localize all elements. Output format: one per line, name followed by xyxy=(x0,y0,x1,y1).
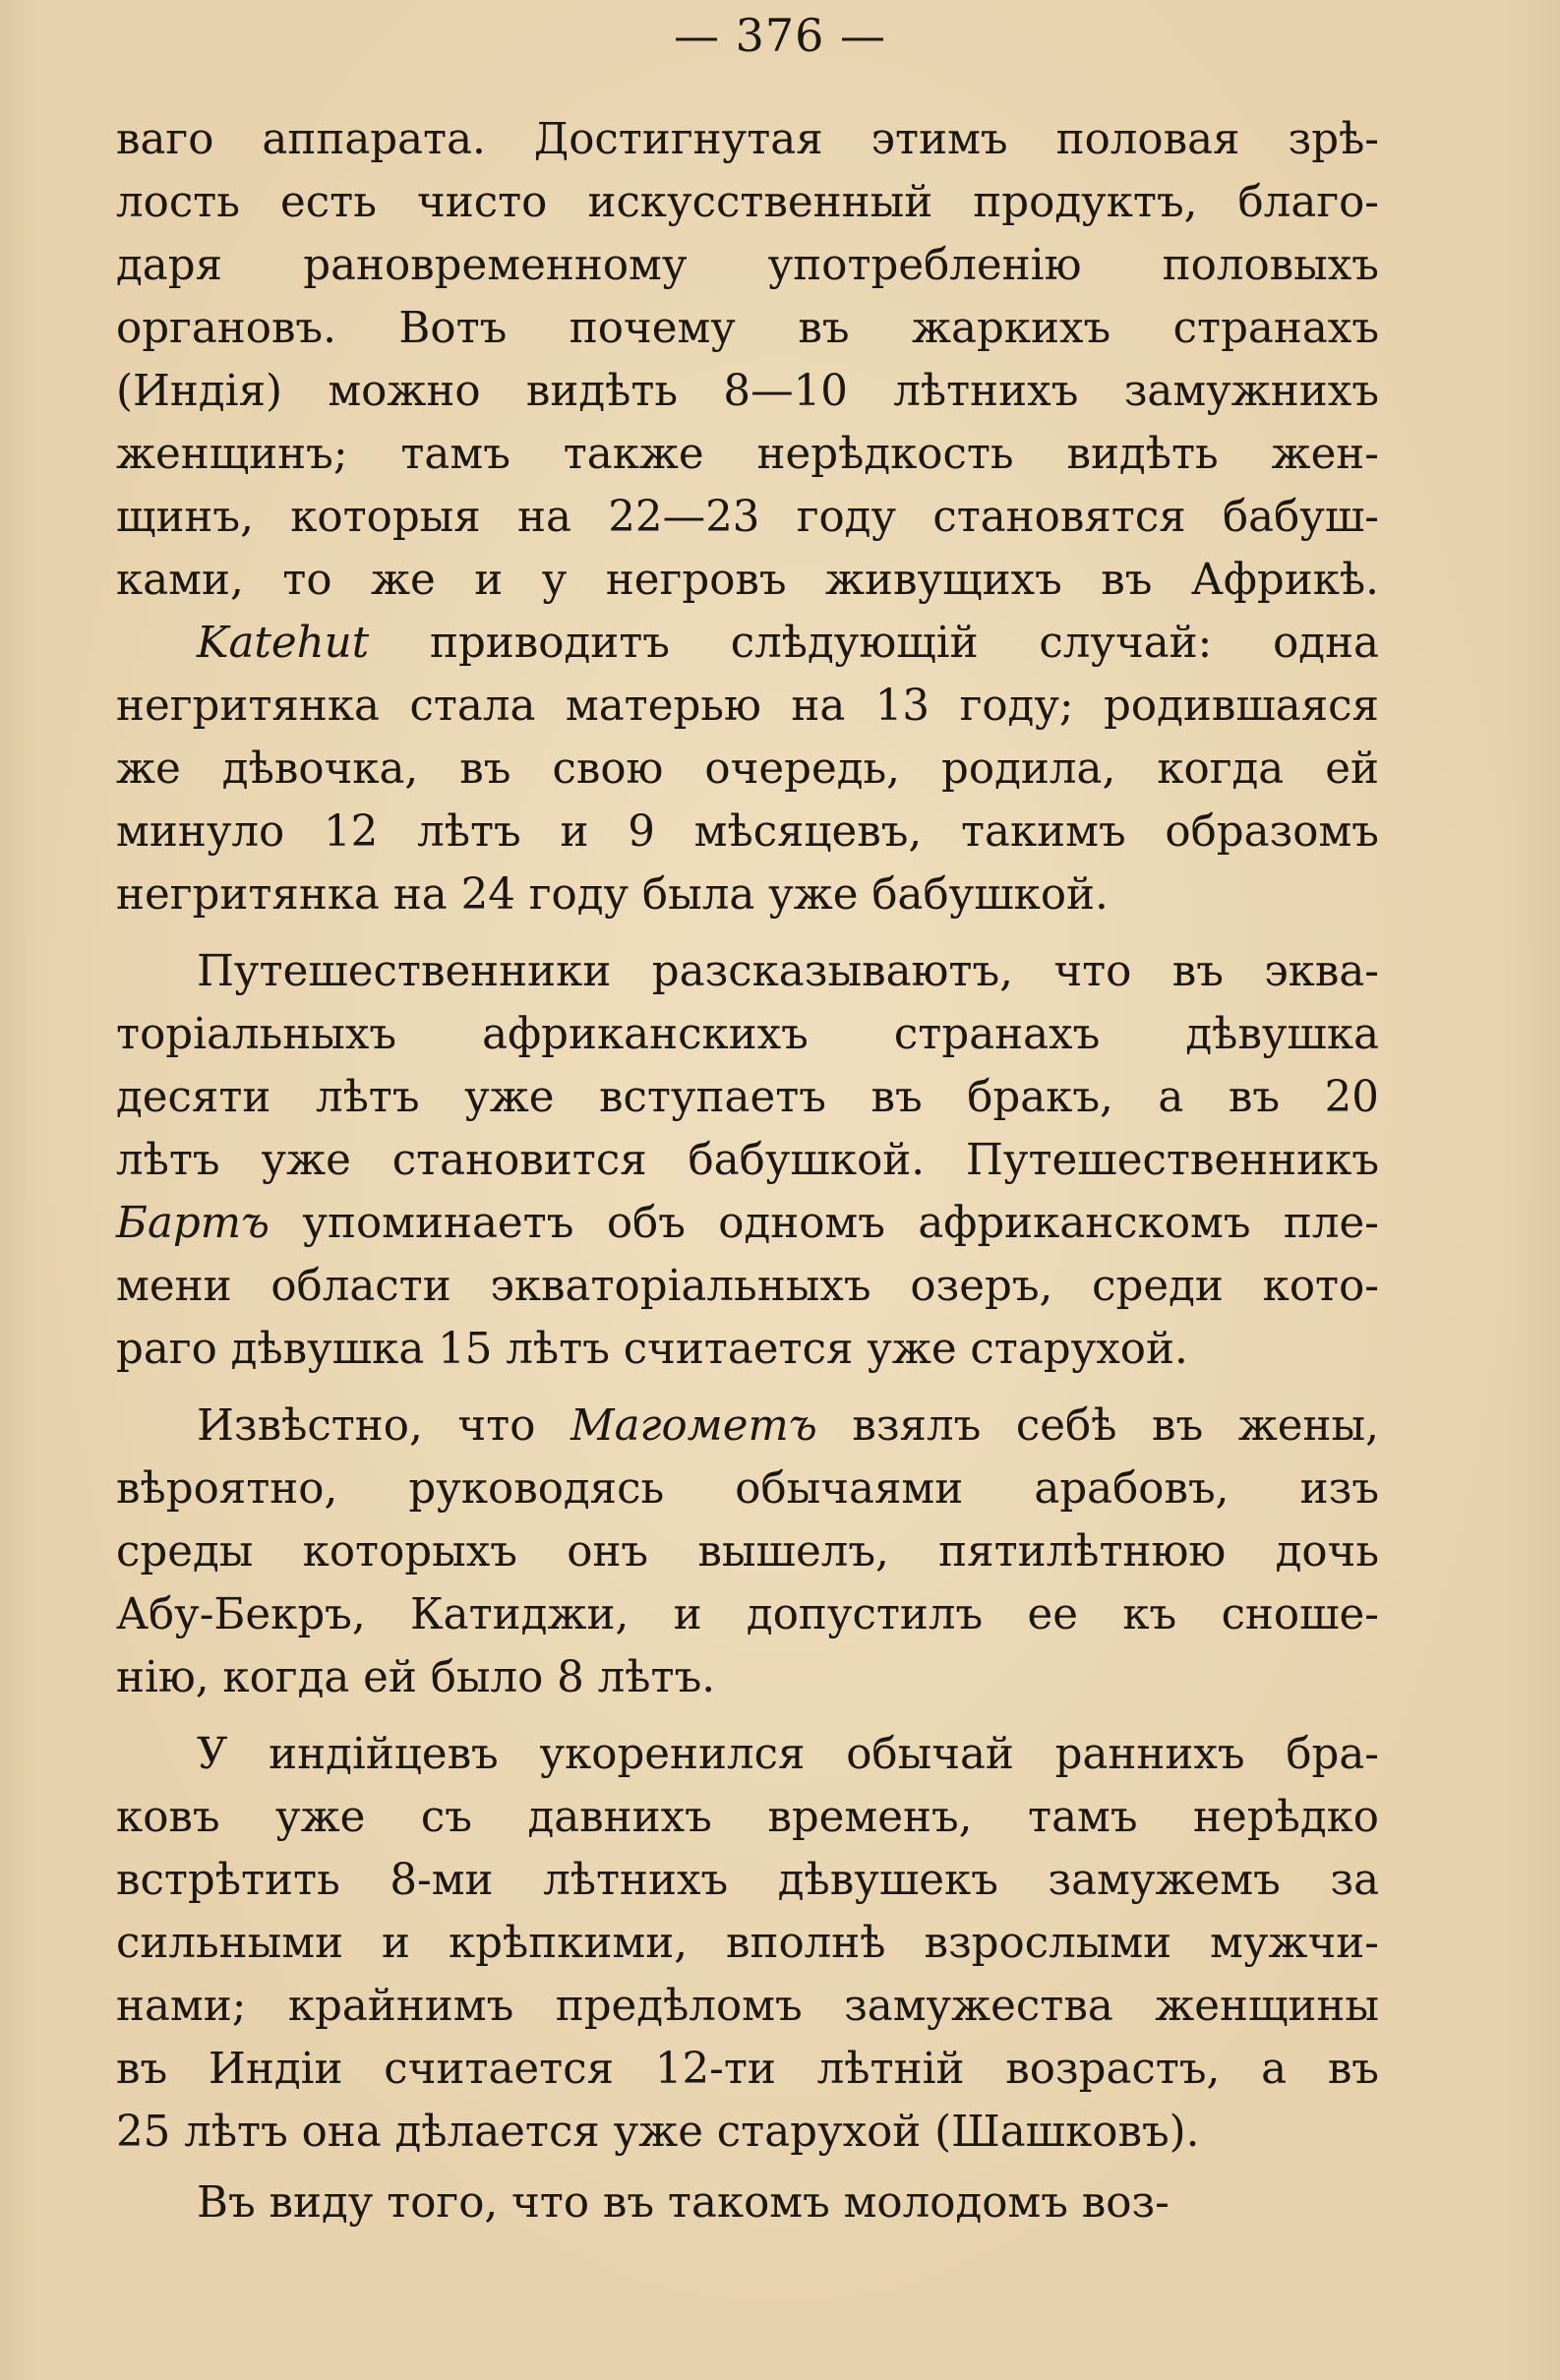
text-line: нію, когда ей было 8 лѣтъ. xyxy=(116,1653,716,1702)
text-fragment: приводитъ слѣдующій случай: одна xyxy=(369,619,1379,668)
paragraph-4 xyxy=(116,1395,1379,1709)
text-line: (Индія) можно видѣть 8—10 лѣтнихъ замужнихъ xyxy=(116,367,1379,416)
text-line: раго дѣвушка 15 лѣтъ считается уже старухой. xyxy=(116,1325,1188,1374)
text-line: вѣроятно, руководясь обычаями арабовъ, изъ xyxy=(116,1464,1379,1514)
text-line: же дѣвочка, въ свою очередь, родила, когда ей xyxy=(116,744,1379,794)
paragraph-5 xyxy=(116,1723,1379,2164)
text-line: ковъ уже съ давнихъ временъ, тамъ нерѣдко xyxy=(116,1793,1379,1842)
text-line: даря рановременному употребленію половыхъ xyxy=(116,241,1379,290)
text-line: среды которыхъ онъ вышелъ, пятилѣтнюю дочь xyxy=(116,1527,1379,1577)
text-line xyxy=(116,1192,1379,1255)
text-line: лость есть чисто искусственный продуктъ, благо- xyxy=(116,178,1379,227)
body-text xyxy=(116,108,1379,2234)
paragraph-6 xyxy=(116,2172,1379,2234)
author-name-italic: Бартъ xyxy=(116,1199,270,1248)
text-line: негритянка стала матерью на 13 году; родившаяся xyxy=(116,682,1379,731)
text-line: сильными и крѣпкими, вполнѣ взрослыми мужчи- xyxy=(116,1919,1379,1968)
text-line: ваго аппарата. Достигнутая этимъ половая зрѣ- xyxy=(116,115,1379,164)
text-line: нами; крайнимъ предѣломъ замужества женщины xyxy=(116,1982,1379,2031)
paragraph-3 xyxy=(116,940,1379,1381)
paragraph-spacer xyxy=(116,1381,1379,1395)
text-fragment: взялъ себѣ въ жены, xyxy=(816,1401,1379,1451)
text-line: женщинъ; тамъ также нерѣдкость видѣть жен- xyxy=(116,430,1379,479)
paragraph-spacer xyxy=(116,1709,1379,1723)
text-line: встрѣтить 8-ми лѣтнихъ дѣвушекъ замужемъ за xyxy=(116,1856,1379,1905)
text-fragment: упоминаетъ объ одномъ африканскомъ пле- xyxy=(270,1199,1379,1248)
text-line: Путешественники разсказываютъ, что въ эква- xyxy=(197,947,1379,996)
person-name-italic: Магометъ xyxy=(570,1401,817,1451)
text-line: минуло 12 лѣтъ и 9 мѣсяцевъ, такимъ образомъ xyxy=(116,807,1379,857)
page-number: — 376 — xyxy=(673,9,887,62)
text-line: торіальныхъ африканскихъ странахъ дѣвушка xyxy=(116,1010,1379,1059)
text-line: въ Индіи считается 12-ти лѣтній возрастъ, а въ xyxy=(116,2045,1379,2094)
text-fragment: Извѣстно, что xyxy=(197,1401,571,1451)
paragraph-2 xyxy=(116,612,1379,926)
text-line: 25 лѣтъ она дѣлается уже старухой (Шашковъ). xyxy=(116,2108,1200,2157)
author-name-italic: Katehut xyxy=(197,619,370,668)
paragraph-spacer xyxy=(116,926,1379,940)
text-line: лѣтъ уже становится бабушкой. Путешественникъ xyxy=(116,1136,1379,1185)
text-line: ками, то же и у негровъ живущихъ въ Африкѣ. xyxy=(116,556,1379,605)
text-line: мени области экваторіальныхъ озеръ, среди кото- xyxy=(116,1262,1379,1311)
text-line: Абу-Бекръ, Катиджи, и допустилъ ее къ сноше- xyxy=(116,1590,1379,1639)
text-line xyxy=(116,1395,1379,1458)
text-line: органовъ. Вотъ почему въ жаркихъ странахъ xyxy=(116,304,1379,353)
text-line: Въ виду того, что въ такомъ молодомъ воз- xyxy=(197,2178,1170,2228)
text-line: щинъ, которыя на 22—23 году становятся бабуш- xyxy=(116,493,1379,542)
text-line: десяти лѣтъ уже вступаетъ въ бракъ, а въ 20 xyxy=(116,1073,1379,1122)
text-line: негритянка на 24 году была уже бабушкой. xyxy=(116,870,1109,920)
text-line xyxy=(116,612,1379,675)
text-line: У индійцевъ укоренился обычай раннихъ бра- xyxy=(197,1730,1379,1779)
paragraph-spacer xyxy=(116,2164,1379,2172)
paragraph-1 xyxy=(116,108,1379,612)
